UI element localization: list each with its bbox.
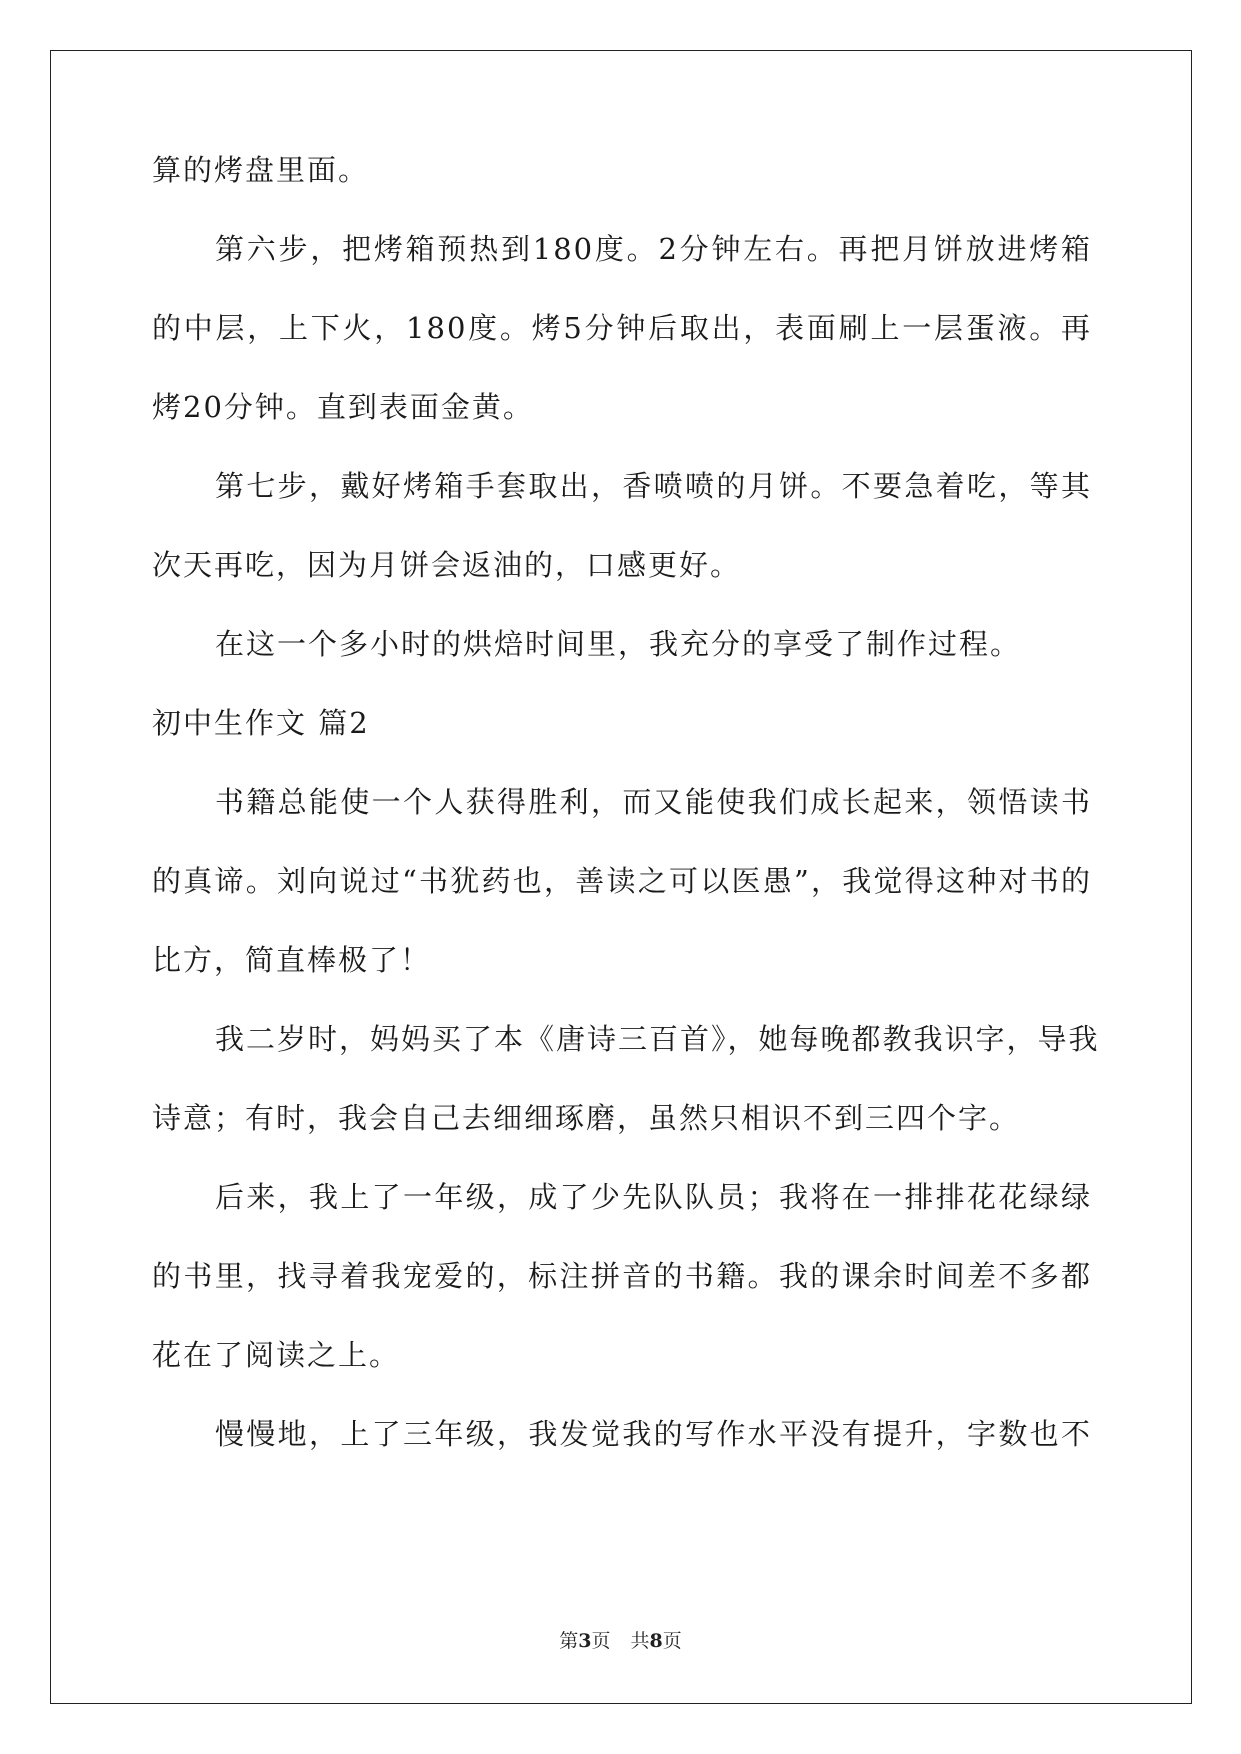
paragraph-step-six-line-2: 的中层，上下火，180度。烤5分钟后取出，表面刷上一层蛋液。再	[152, 311, 1092, 345]
text-line: 算的烤盘里面。	[152, 153, 370, 187]
paragraph-grade-three-line-1: 慢慢地，上了三年级，我发觉我的写作水平没有提升，字数也不	[215, 1417, 1092, 1451]
paragraph-step-six-line-1: 第六步，把烤箱预热到180度。2分钟左右。再把月饼放进烤箱	[215, 232, 1092, 266]
footer-current-page: 3	[578, 1630, 592, 1652]
paragraph-step-seven-line-1: 第七步，戴好烤箱手套取出，香喷喷的月饼。不要急着吃，等其	[215, 469, 1092, 503]
paragraph-grade-one-line-2: 的书里，找寻着我宠爱的，标注拼音的书籍。我的课余时间差不多都	[152, 1259, 1092, 1293]
paragraph-books-line-2: 的真谛。刘向说过“书犹药也，善读之可以医愚”，我觉得这种对书的	[152, 864, 1092, 898]
paragraph-step-six-line-3: 烤20分钟。直到表面金黄。	[152, 390, 534, 424]
paragraph-age-two-line-1: 我二岁时，妈妈买了本《唐诗三百首》，她每晚都教我识字，导我	[215, 1022, 1100, 1056]
paragraph-books-line-3: 比方，简直棒极了！	[152, 943, 432, 977]
paragraph-baking-summary: 在这一个多小时的烘焙时间里，我充分的享受了制作过程。	[215, 627, 1022, 661]
page-footer	[0, 1626, 1241, 1653]
document-body	[152, 150, 1100, 1493]
footer-total-suffix: 页	[662, 1630, 682, 1652]
footer-total-prefix: 共	[630, 1630, 650, 1652]
paragraph-books-line-1: 书籍总能使一个人获得胜利，而又能使我们成长起来，领悟读书	[215, 785, 1092, 819]
paragraph-grade-one-line-1: 后来，我上了一年级，成了少先队队员；我将在一排排花花绿绿	[215, 1180, 1092, 1214]
paragraph-age-two-line-2: 诗意；有时，我会自己去细细琢磨，虽然只相识不到三四个字。	[152, 1101, 1021, 1135]
paragraph-step-seven-line-2: 次天再吃，因为月饼会返油的，口感更好。	[152, 548, 742, 582]
section-heading: 初中生作文 篇2	[152, 706, 370, 740]
paragraph-grade-one-line-3: 花在了阅读之上。	[152, 1338, 401, 1372]
footer-page-suffix: 页	[591, 1630, 611, 1652]
footer-page-prefix: 第	[559, 1630, 579, 1652]
footer-total-pages: 8	[649, 1630, 663, 1652]
